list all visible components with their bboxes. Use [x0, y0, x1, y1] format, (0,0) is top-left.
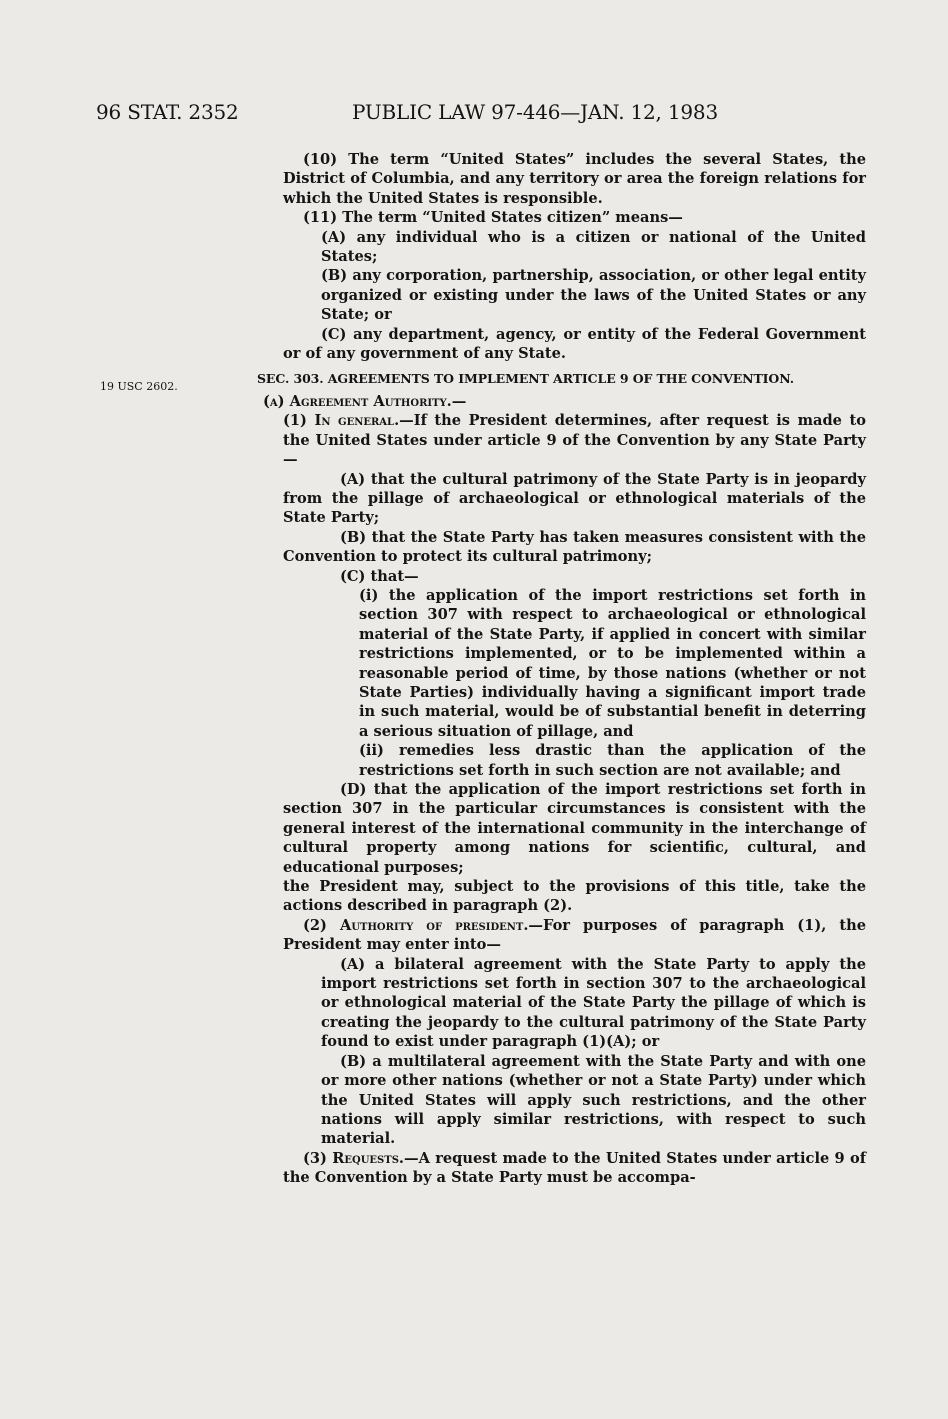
- paragraph-2: [283, 916, 866, 955]
- clause-2-a: (A) a bilateral agreement with the State Party to apply the import restrictions set forth in section 307 to the archaeological or ethnological material of the State Party the pillage of which is creating the jeopardy to the cultural patrimony of the State Party found to exist under paragraph (1)(A); or: [321, 955, 866, 1051]
- subsection-a-title: (a) Agreement Authority.—: [263, 392, 467, 410]
- paragraph-3-text: —A request made to the United States under article 9 of the Convention by a State Party must be accompa-: [283, 1149, 866, 1187]
- clause-2-b: (B) a multilateral agreement with the State Party and with one or more other nations (whether or not a State Party) under which the United States will apply such restrictions, and the other nations will apply similar restrictions, with respect to such material.: [321, 1052, 866, 1148]
- paragraph-1-closing: the President may, subject to the provisions of this title, take the actions described in paragraph (2).: [283, 878, 866, 915]
- paragraph-1: [283, 411, 866, 469]
- paragraph-2-heading: (2) Authority of president.: [303, 916, 529, 934]
- paragraph-1-heading: (1) In general.: [283, 412, 400, 430]
- statute-body: [257, 150, 866, 1188]
- paragraph-3-heading: (3) Requests.: [303, 1149, 405, 1167]
- clause-1-c-ii: (ii) remedies less drastic than the application of the restrictions set forth in such section are not available; and: [359, 742, 866, 779]
- subsection-a-heading: [263, 392, 866, 411]
- clause-1-b: (B) that the State Party has taken measures consistent with the Convention to protect its cultural patrimony;: [283, 528, 866, 566]
- clause-1-c-i: (i) the application of the import restrictions set forth in section 307 with respect to archaeological or ethnological material of the State Party, if applied in concert with similar restrictions implemented, or to be implemented within a reasonable period of time, by those nations (whether or not State Parties) individually having a significant import trade in such material, would be of substantial benefit in deterring a serious situation of pillage, and: [359, 586, 866, 740]
- paragraph-11-b: (B) any corporation, partnership, association, or other legal entity organized or existing under the laws of the United States or any State; or: [321, 267, 866, 324]
- paragraph-3: [283, 1149, 866, 1188]
- paragraph-11-a: (A) any individual who is a citizen or national of the United States;: [321, 228, 866, 266]
- paragraph-2-text: —For purposes of paragraph (1), the President may enter into—: [283, 916, 866, 954]
- paragraph-11-c: (C) any department, agency, or entity of the Federal Government or of any government of any State.: [283, 325, 866, 363]
- clause-1-c: (C) that—: [340, 567, 419, 585]
- running-head: PUBLIC LAW 97-446—JAN. 12, 1983: [352, 100, 718, 124]
- paragraph-10: (10) The term “United States” includes the several States, the District of Columbia, and any territory or area the foreign relations for which the United States is responsible.: [283, 151, 866, 207]
- margin-citation: 19 USC 2602.: [100, 380, 178, 393]
- paragraph-1-text: —If the President determines, after request is made to the United States under article 9 of the Convention by any State Party—: [283, 412, 866, 469]
- paragraph-11: (11) The term “United States citizen” means—: [303, 209, 683, 227]
- statute-page-number: 96 STAT. 2352: [96, 100, 239, 124]
- section-heading: SEC. 303. AGREEMENTS TO IMPLEMENT ARTICLE 9 OF THE CONVENTION.: [257, 371, 794, 387]
- clause-1-a: (A) that the cultural patrimony of the State Party is in jeopardy from the pillage of archaeological or ethnological materials of the State Party;: [283, 470, 866, 527]
- clause-1-d: (D) that the application of the import restrictions set forth in section 307 in the particular circumstances is consistent with the general interest of the international community in the interchange of cultural property among nations for scientific, cultural, and educational purposes;: [283, 781, 866, 876]
- page-header: [96, 100, 746, 130]
